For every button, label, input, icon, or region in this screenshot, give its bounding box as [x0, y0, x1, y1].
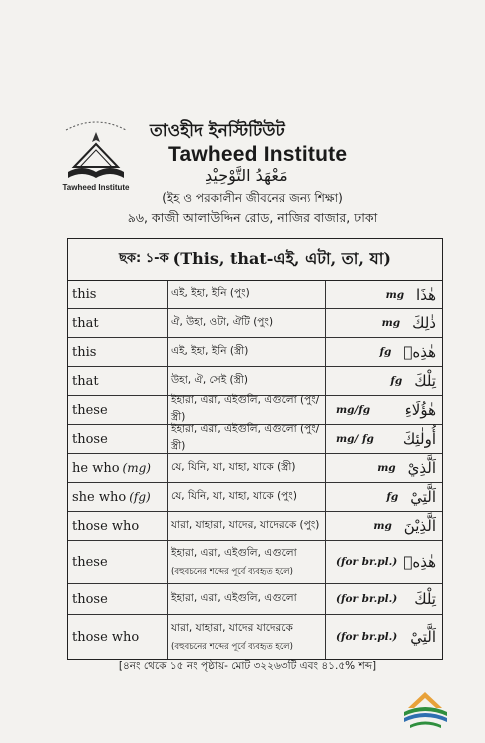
arabic-term-cell	[326, 584, 442, 614]
table-row	[68, 337, 442, 366]
grammar-tag: mg	[385, 288, 405, 301]
arabic-term: اَلَّذِيْ	[407, 459, 436, 477]
arabic-term: هٰذِهٖ	[403, 553, 436, 571]
english-term: this	[72, 287, 97, 302]
bengali-meaning-cell	[168, 338, 326, 366]
arabic-term: تِلْكَ	[414, 372, 436, 390]
bengali-meaning-cell	[168, 584, 326, 614]
grammar-tag: (for br.pl.)	[336, 556, 398, 568]
bengali-meaning-cell	[168, 425, 326, 453]
arabic-term-cell	[326, 541, 442, 583]
bengali-meaning: যারা, যাহারা, যাদের যাদেরকে	[171, 621, 293, 634]
grammar-tag: fg	[386, 491, 399, 503]
arabic-term-cell	[326, 367, 442, 395]
english-term: he who	[72, 460, 120, 476]
bengali-meaning: এই, ইহা, ইনি (পুং)	[171, 287, 250, 299]
english-term: those	[72, 431, 108, 447]
grammar-tag: mg	[373, 520, 392, 532]
institute-name-arabic: مَعْهَدُ التَّوْحِيْدِ	[205, 166, 288, 185]
bengali-meaning-cell	[168, 454, 326, 482]
table-row	[68, 453, 442, 482]
english-term: those	[72, 591, 108, 607]
bengali-meaning-cell	[168, 309, 326, 337]
arabic-term-cell	[326, 512, 442, 540]
table-row	[68, 424, 442, 453]
arabic-term: تِلْكَ	[414, 590, 436, 608]
arabic-term-cell	[326, 309, 442, 337]
arabic-term: أُولٰئِكَ	[402, 430, 436, 448]
arabic-term-cell	[326, 483, 442, 511]
bengali-meaning: যারা, যাহারা, যাদের, যাদেরকে (পুং)	[171, 518, 320, 531]
institute-address: ৯৬, কাজী আলাউদ্দিন রোড, নাজির বাজার, ঢাকা	[127, 210, 378, 225]
bengali-meaning: যে, যিনি, যা, যাহা, যাকে (স্ত্রী)	[171, 460, 296, 473]
arabic-term: اَلَّذِيْنَ	[403, 517, 436, 535]
grammar-tag: (for br.pl.)	[336, 593, 398, 605]
arabic-term: هٰذَا	[416, 285, 436, 304]
english-term-cell	[68, 615, 168, 659]
bengali-usage-note: (বহুবচনের শব্দের পূর্বে ব্যবহৃত হলে)	[171, 566, 293, 577]
english-term-cell	[68, 584, 168, 614]
bengali-meaning-cell	[168, 483, 326, 511]
english-term-cell	[68, 512, 168, 540]
table-row	[68, 308, 442, 337]
bengali-usage-note: (বহুবচনের শব্দের পূর্বে ব্যবহৃত হলে)	[171, 641, 293, 652]
arabic-term-cell	[326, 425, 442, 453]
english-term-cell	[68, 483, 168, 511]
bengali-meaning: ইহারা, এরা, এইগুলি, এগুলো (পুং/স্ত্রী)	[171, 423, 320, 452]
english-term: this	[72, 344, 97, 360]
table-body	[68, 281, 442, 659]
bengali-meaning: উহা, ঐ, সেই (স্ত্রী)	[171, 373, 248, 386]
english-term-cell	[68, 454, 168, 482]
bengali-meaning-cell	[168, 615, 326, 659]
arabic-term: هٰذِهٖ	[403, 343, 436, 361]
grammar-tag: mg/fg	[336, 404, 371, 416]
english-term-cell	[68, 396, 168, 424]
arabic-term-cell	[326, 615, 442, 659]
table-row	[68, 511, 442, 540]
tawheed-institute-logo	[56, 112, 136, 202]
english-term: she who	[72, 489, 127, 505]
publisher-logo-icon	[398, 688, 453, 732]
grammar-tag: fg	[379, 346, 392, 358]
bengali-meaning: যে, যিনি, যা, যাহা, যাকে (পুং)	[171, 489, 297, 502]
grammar-tag: mg	[381, 317, 401, 329]
arabic-term: اَلَّتِيْ	[410, 488, 436, 506]
grammar-tag: mg/ fg	[336, 433, 374, 445]
institute-subtitle: (ইহ ও পরকালীন জীবনের জন্য শিক্ষা)	[162, 191, 343, 205]
logo-text: Tawheed Institute	[62, 183, 130, 192]
english-term: those who	[72, 518, 140, 534]
table-heading-text: (This, that-এই, এটা, তা, যা)	[172, 249, 391, 268]
table-row	[68, 540, 442, 583]
bengali-meaning: এই, ইহা, ইনি (স্ত্রী)	[171, 344, 249, 357]
bengali-meaning-cell	[168, 396, 326, 424]
gender-note: (mg)	[122, 461, 151, 475]
gender-note: (fg)	[129, 490, 151, 504]
page-footer-note: [৪নং থেকে ১৫ নং পৃষ্ঠায়- মোট ৩২২৬৩টি এবং ৪১.৫% শব্দ]	[118, 660, 377, 672]
table-row	[68, 583, 442, 614]
english-term: that	[72, 315, 99, 331]
bengali-meaning: ঐ, উহা, ওটা, ঐটি (পুং)	[171, 315, 274, 328]
arabic-term-cell	[326, 454, 442, 482]
bengali-meaning-cell	[168, 541, 326, 583]
english-term: those who	[72, 629, 140, 645]
bengali-meaning: ইহারা, এরা, এইগুলি, এগুলো	[171, 591, 297, 604]
table-heading-prefix: ছক: ১-ক	[119, 251, 169, 266]
bengali-meaning-cell	[168, 367, 326, 395]
english-term: these	[72, 402, 108, 418]
table-row	[68, 281, 442, 308]
vocabulary-table	[67, 238, 443, 660]
english-term: these	[72, 554, 108, 570]
arabic-term: ذٰلِكَ	[412, 314, 436, 332]
english-term-cell	[68, 338, 168, 366]
table-heading	[68, 239, 442, 281]
institute-name-bengali: তাওহীদ ইনস্টিটিউট	[150, 121, 285, 141]
arabic-term: هٰؤُلَاءِ	[404, 401, 436, 419]
english-term-cell	[68, 541, 168, 583]
english-term-cell	[68, 367, 168, 395]
bengali-meaning-cell	[168, 512, 326, 540]
table-row	[68, 482, 442, 511]
bengali-meaning: ইহারা, এরা, এইগুলি, এগুলো (পুং/স্ত্রী)	[171, 394, 320, 423]
institute-name-english: Tawheed Institute	[168, 143, 348, 166]
arabic-term: اَلَّتِيْ	[410, 628, 436, 646]
bengali-meaning-cell	[168, 281, 326, 308]
english-term: that	[72, 373, 99, 389]
arabic-term-cell	[326, 396, 442, 424]
table-row	[68, 366, 442, 395]
table-row	[68, 614, 442, 659]
table-row	[68, 395, 442, 424]
english-term-cell	[68, 309, 168, 337]
grammar-tag: fg	[390, 375, 403, 387]
arabic-term-cell	[326, 338, 442, 366]
english-term-cell	[68, 281, 168, 308]
grammar-tag: mg	[377, 462, 396, 474]
english-term-cell	[68, 425, 168, 453]
grammar-tag: (for br.pl.)	[336, 631, 398, 643]
arabic-term-cell	[326, 281, 442, 308]
bengali-meaning: ইহারা, এরা, এইগুলি, এগুলো	[171, 546, 297, 559]
